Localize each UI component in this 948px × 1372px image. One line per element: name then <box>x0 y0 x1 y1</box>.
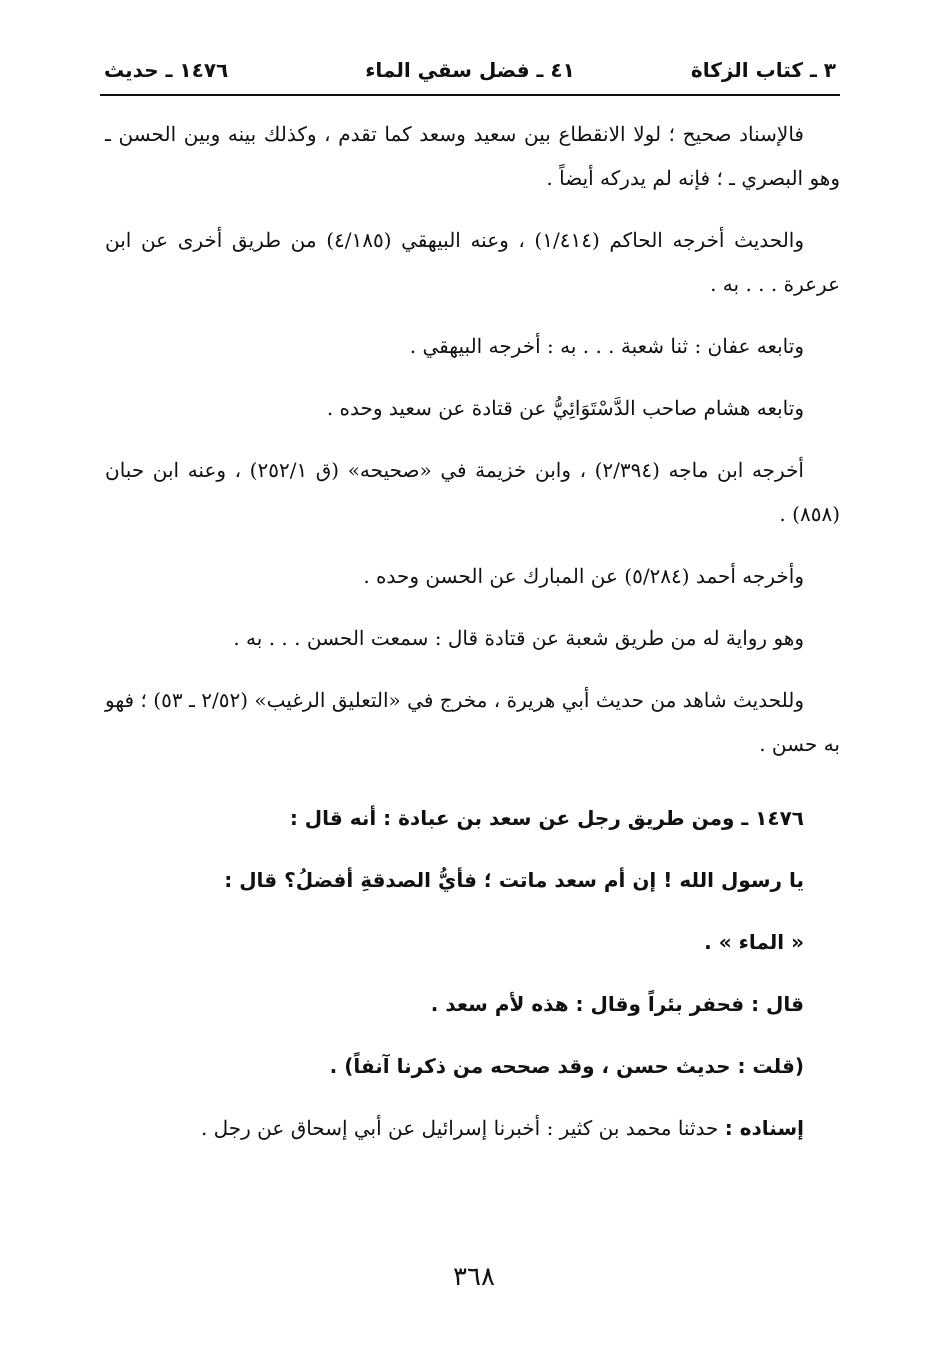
paragraph-shahid: وللحديث شاهد من حديث أبي هريرة ، مخرج في «التعليق الرغيب» (٢/٥٢ ـ ٥٣) ؛ فهو به حسن . <box>105 688 840 756</box>
isnad-line <box>105 1106 840 1150</box>
page-body <box>105 112 840 1150</box>
header-chapter: ٣ ـ كتاب الزكاة <box>690 58 836 82</box>
header-rule <box>100 94 840 96</box>
paragraph-ahmad: وأخرجه أحمد (٥/٢٨٤) عن المبارك عن الحسن وحده . <box>363 564 804 588</box>
isnad-text: حدثنا محمد بن كثير : أخبرنا إسرائيل عن أبي إسحاق عن رجل . <box>200 1116 719 1140</box>
hadith-block <box>105 796 840 1088</box>
header-hadith-ref: ١٤٧٦ ـ حديث <box>104 58 229 82</box>
paragraph-isnad-ruling: فالإسناد صحيح ؛ لولا الانقطاع بين سعيد وسعد كما تقدم ، وكذلك بينه وبين الحسن ـ وهو البصري ـ ؛ فإنه لم يدركه أيضاً . <box>105 122 840 190</box>
header-section: ٤١ ـ فضل سقي الماء <box>365 58 575 82</box>
hadith-narration: قال : فحفر بئراً وقال : هذه لأم سعد . <box>430 992 804 1016</box>
page-number: ٣٦٨ <box>453 1262 495 1292</box>
paragraph-affan: وتابعه عفان : ثنا شعبة . . . به : أخرجه البيهقي . <box>409 334 804 358</box>
hadith-answer: « الماء » . <box>704 930 804 954</box>
paragraph-ibn-majah: أخرجه ابن ماجه (٢/٣٩٤) ، وابن خزيمة في «صحيحه» (ق ٢٥٢/١) ، وعنه ابن حبان (٨٥٨) . <box>105 458 840 526</box>
isnad-label: إسناده : <box>724 1116 804 1140</box>
hadith-grading: (قلت : حديث حسن ، وقد صححه من ذكرنا آنفاً) . <box>329 1054 804 1078</box>
running-header <box>100 50 840 90</box>
hadith-question: يا رسول الله ! إن أم سعد ماتت ؛ فأيُّ الصدقةِ أفضلُ؟ قال : <box>224 868 804 892</box>
paragraph-shuba: وهو رواية له من طريق شعبة عن قتادة قال : سمعت الحسن . . . به . <box>233 626 804 650</box>
hadith-heading: ١٤٧٦ ـ ومن طريق رجل عن سعد بن عبادة : أنه قال : <box>289 806 804 830</box>
paragraph-hisham: وتابعه هشام صاحب الدَّسْتَوَائِيُّ عن قتادة عن سعيد وحده . <box>326 396 804 420</box>
paragraph-hakim: والحديث أخرجه الحاكم (١/٤١٤) ، وعنه البيهقي (٤/١٨٥) من طريق أخرى عن ابن عرعرة . . . به . <box>105 228 840 296</box>
